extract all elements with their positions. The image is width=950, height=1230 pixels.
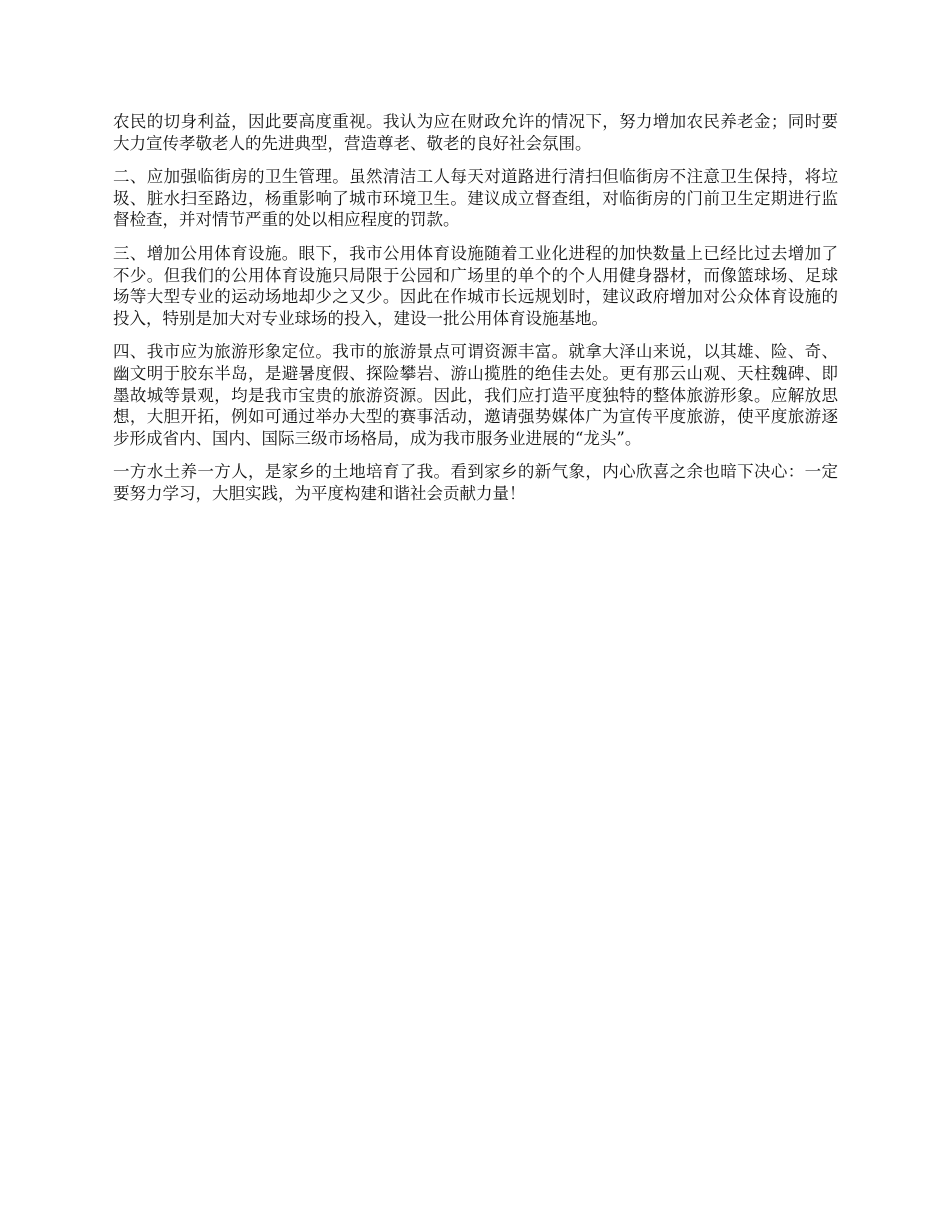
paragraph-conclusion: 一方水土养一方人，是家乡的土地培育了我。看到家乡的新气象，内心欣喜之余也暗下决心：一定要努力学习，大胆实践，为平度构建和谐社会贡献力量！	[113, 462, 838, 503]
paragraph-pension: 农民的切身利益，因此要高度重视。我认为应在财政允许的情况下，努力增加农民养老金；同时要大力宣传孝敬老人的先进典型，营造尊老、敬老的良好社会氛围。	[113, 112, 838, 153]
paragraph-sports-facilities: 三、增加公用体育设施。眼下，我市公用体育设施随着工业化进程的加快数量上已经比过去增加了不少。但我们的公用体育设施只局限于公园和广场里的单个的个人用健身器材，而像篮球场、足球场等大型专业的运动场地却少之又少。因此在作城市长远规划时，建议政府增加对公众体育设施的投入，特别是加大对专业球场的投入，建设一批公用体育设施基地。	[113, 243, 838, 328]
paragraph-tourism: 四、我市应为旅游形象定位。我市的旅游景点可谓资源丰富。就拿大泽山来说，以其雄、险、奇、幽文明于胶东半岛，是避暑度假、探险攀岩、游山揽胜的绝佳去处。更有那云山观、天柱魏碑、即墨故城等景观，均是我市宝贵的旅游资源。因此，我们应打造平度独特的整体旅游形象。应解放思想，大胆开拓，例如可通过举办大型的赛事活动，邀请强势媒体广为宣传平度旅游，使平度旅游逐步形成省内、国内、国际三级市场格局，成为我市服务业进展的“龙头”。	[113, 342, 838, 448]
paragraph-street-hygiene: 二、应加强临街房的卫生管理。虽然清洁工人每天对道路进行清扫但临街房不注意卫生保持，将垃圾、脏水扫至路边，杨重影响了城市环境卫生。建议成立督查组，对临街房的门前卫生定期进行监督检查，并对情节严重的处以相应程度的罚款。	[113, 167, 838, 230]
document-body	[113, 111, 838, 517]
